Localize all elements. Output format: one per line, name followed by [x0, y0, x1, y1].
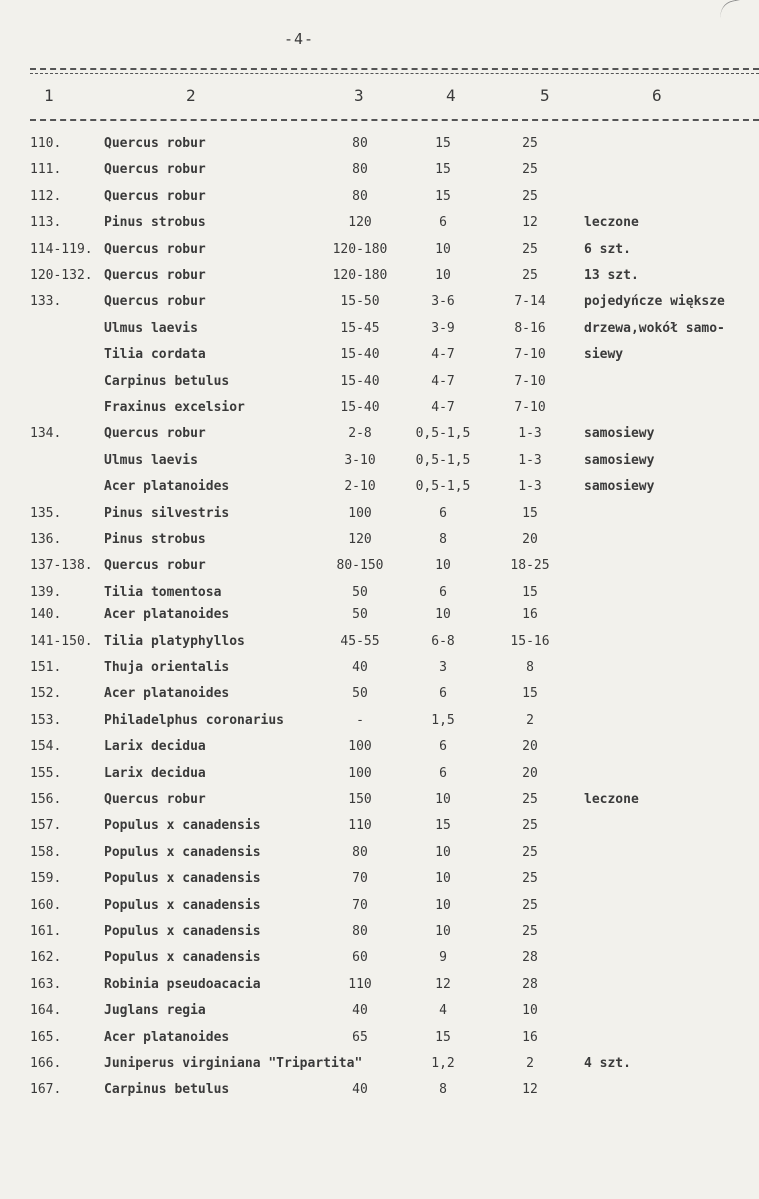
row-number: 110.	[30, 136, 62, 151]
row-number: 162.	[30, 950, 62, 966]
species-name: Quercus robur	[104, 188, 206, 204]
value-col-4: 12	[435, 976, 451, 992]
value-col-3: 40	[352, 660, 368, 675]
row-number: 161.	[30, 924, 62, 939]
value-col-3: 80	[352, 162, 368, 178]
row-number: 140.	[30, 607, 62, 623]
table-row	[0, 977, 759, 1003]
value-col-4: 10	[435, 924, 451, 939]
value-col-4: 4-7	[431, 373, 455, 389]
value-col-4: 0,5-1,5	[415, 426, 471, 442]
table-row	[0, 1030, 759, 1056]
value-col-3: 40	[352, 1003, 368, 1019]
value-col-5: 25	[522, 162, 538, 178]
value-col-5: 7-10	[514, 347, 546, 363]
value-col-3: 70	[352, 897, 368, 913]
value-col-3: 15-40	[340, 373, 380, 389]
table-row	[0, 426, 759, 452]
table-row	[0, 479, 759, 505]
value-col-5: 25	[522, 136, 538, 151]
table-row	[0, 739, 759, 765]
value-col-3: 100	[348, 765, 372, 781]
row-number: 163.	[30, 976, 62, 992]
value-col-3: 2-8	[348, 426, 372, 442]
row-number: 141-150.	[30, 633, 93, 649]
value-col-3: 50	[352, 686, 368, 702]
value-col-3: 80	[352, 924, 368, 939]
value-col-4: 6	[439, 505, 447, 521]
row-number: 164.	[30, 1003, 62, 1019]
species-name: Quercus robur	[104, 268, 206, 283]
value-col-3: 70	[352, 871, 368, 887]
value-col-5: 16	[522, 607, 538, 623]
species-name: Populus x canadensis	[104, 871, 261, 887]
remark: pojedyńcze większe	[584, 294, 725, 310]
species-name: Quercus robur	[104, 241, 206, 257]
row-number: 112.	[30, 188, 62, 204]
header-rule-bottom	[30, 119, 759, 121]
header-rule-top-2	[30, 73, 759, 74]
value-col-4: 10	[435, 241, 451, 257]
remark: drzewa,wokół samo-	[584, 320, 725, 336]
row-number: 155.	[30, 765, 62, 781]
species-name: Populus x canadensis	[104, 924, 261, 939]
table-row	[0, 607, 759, 633]
value-col-5: 8	[526, 660, 534, 675]
row-number: 153.	[30, 712, 62, 728]
value-col-4: 10	[435, 558, 451, 574]
species-name: Tilia platyphyllos	[104, 633, 245, 649]
row-number: 120-132.	[30, 268, 93, 283]
table-row	[0, 506, 759, 532]
value-col-5: 12	[522, 215, 538, 231]
remark: siewy	[584, 347, 624, 363]
value-col-5: 25	[522, 897, 538, 913]
table-row	[0, 400, 759, 426]
value-col-3: 80	[352, 844, 368, 860]
remark: samosiewy	[584, 479, 655, 495]
remark: samosiewy	[584, 452, 655, 468]
value-col-5: 1-3	[518, 426, 542, 442]
species-name: Populus x canadensis	[104, 818, 261, 834]
value-col-5: 16	[522, 1029, 538, 1045]
row-number: 151.	[30, 660, 62, 675]
value-col-5: 12	[522, 1082, 538, 1098]
value-col-5: 25	[522, 924, 538, 939]
species-name: Ulmus laevis	[104, 320, 198, 336]
value-col-4: 8	[439, 532, 447, 547]
value-col-5: 2	[526, 712, 534, 728]
table-row	[0, 792, 759, 818]
species-name: Populus x canadensis	[104, 844, 261, 860]
value-col-5: 1-3	[518, 479, 542, 495]
remark: leczone	[584, 215, 639, 231]
table-row	[0, 660, 759, 686]
value-col-5: 25	[522, 871, 538, 887]
value-col-5: 15-16	[510, 633, 550, 649]
column-header-3: 3	[354, 86, 364, 105]
value-col-3: 100	[348, 739, 372, 755]
table-row	[0, 634, 759, 660]
species-name: Quercus robur	[104, 294, 206, 310]
table-row	[0, 713, 759, 739]
species-name: Juniperus virginiana "Tripartita"	[104, 1056, 363, 1071]
row-number: 160.	[30, 897, 62, 913]
value-col-4: 6	[439, 215, 447, 231]
species-name: Acer platanoides	[104, 686, 230, 702]
value-col-3: 15-50	[340, 294, 380, 310]
value-col-4: 15	[435, 162, 451, 178]
value-col-3: 150	[348, 792, 372, 807]
species-name: Larix decidua	[104, 765, 206, 781]
table-row	[0, 453, 759, 479]
value-col-5: 25	[522, 241, 538, 257]
species-name: Populus x canadensis	[104, 950, 261, 966]
table-row	[0, 162, 759, 188]
value-col-5: 1-3	[518, 452, 542, 468]
table-row	[0, 1056, 759, 1082]
value-col-3: 100	[348, 505, 372, 521]
remark: 6 szt.	[584, 241, 631, 257]
corner-pen-mark	[718, 0, 754, 18]
value-col-4: 6	[439, 765, 447, 781]
species-name: Acer platanoides	[104, 1029, 230, 1045]
table-row	[0, 374, 759, 400]
value-col-5: 10	[522, 1003, 538, 1019]
species-name: Robinia pseudoacacia	[104, 976, 261, 992]
table-row	[0, 294, 759, 320]
species-name: Tilia tomentosa	[104, 584, 222, 600]
value-col-3: 120	[348, 532, 372, 547]
value-col-3: 110	[348, 976, 372, 992]
table-row	[0, 321, 759, 347]
row-number: 157.	[30, 818, 62, 834]
table-row	[0, 871, 759, 897]
species-name: Pinus silvestris	[104, 505, 230, 521]
value-col-4: 15	[435, 1029, 451, 1045]
value-col-3: 15-40	[340, 400, 380, 415]
header-rule-top	[30, 68, 759, 70]
remark: leczone	[584, 792, 639, 807]
value-col-3: 40	[352, 1082, 368, 1098]
value-col-5: 20	[522, 739, 538, 755]
row-number: 166.	[30, 1056, 62, 1071]
value-col-5: 8-16	[514, 320, 546, 336]
species-name: Quercus robur	[104, 136, 206, 151]
value-col-5: 25	[522, 268, 538, 283]
species-name: Pinus strobus	[104, 215, 206, 231]
value-col-3: 3-10	[344, 452, 376, 468]
value-col-4: 4	[439, 1003, 447, 1019]
value-col-4: 10	[435, 607, 451, 623]
value-col-3: 120-180	[332, 241, 388, 257]
value-col-5: 15	[522, 686, 538, 702]
value-col-5: 25	[522, 188, 538, 204]
value-col-5: 25	[522, 844, 538, 860]
value-col-4: 10	[435, 844, 451, 860]
table-row	[0, 215, 759, 241]
species-name: Quercus robur	[104, 792, 206, 807]
value-col-4: 9	[439, 950, 447, 966]
row-number: 114-119.	[30, 241, 93, 257]
value-col-3: 60	[352, 950, 368, 966]
species-name: Acer platanoides	[104, 479, 230, 495]
value-col-4: 10	[435, 268, 451, 283]
value-col-4: 6	[439, 739, 447, 755]
value-col-4: 3	[439, 660, 447, 675]
remark: 4 szt.	[584, 1056, 631, 1071]
row-number: 156.	[30, 792, 62, 807]
species-name: Acer platanoides	[104, 607, 230, 623]
value-col-4: 6	[439, 686, 447, 702]
table-row	[0, 766, 759, 792]
column-header-6: 6	[652, 86, 662, 105]
table-row	[0, 845, 759, 871]
row-number: 137-138.	[30, 558, 93, 574]
value-col-5: 15	[522, 584, 538, 600]
value-col-5: 20	[522, 532, 538, 547]
value-col-4: 8	[439, 1082, 447, 1098]
table-row	[0, 898, 759, 924]
table-row	[0, 558, 759, 584]
species-name: Quercus robur	[104, 162, 206, 178]
column-header-5: 5	[540, 86, 550, 105]
species-name: Quercus robur	[104, 558, 206, 574]
species-name: Ulmus laevis	[104, 452, 198, 468]
species-name: Quercus robur	[104, 426, 206, 442]
column-header-4: 4	[446, 86, 456, 105]
value-col-4: 10	[435, 871, 451, 887]
value-col-3: 45-55	[340, 633, 380, 649]
value-col-5: 20	[522, 765, 538, 781]
value-col-5: 7-10	[514, 400, 546, 415]
value-col-5: 28	[522, 950, 538, 966]
value-col-5: 7-14	[514, 294, 546, 310]
value-col-4: 15	[435, 188, 451, 204]
value-col-5: 28	[522, 976, 538, 992]
value-col-3: 50	[352, 607, 368, 623]
value-col-4: 0,5-1,5	[415, 479, 471, 495]
value-col-3: 2-10	[344, 479, 376, 495]
species-name: Populus x canadensis	[104, 897, 261, 913]
value-col-5: 15	[522, 505, 538, 521]
value-col-4: 15	[435, 136, 451, 151]
value-col-3: 80-150	[336, 558, 384, 574]
table-row	[0, 136, 759, 162]
table-row	[0, 347, 759, 373]
species-name: Carpinus betulus	[104, 1082, 230, 1098]
species-name: Carpinus betulus	[104, 373, 230, 389]
value-col-5: 25	[522, 792, 538, 807]
species-name: Philadelphus coronarius	[104, 712, 285, 728]
table-row	[0, 189, 759, 215]
value-col-4: 6	[439, 584, 447, 600]
row-number: 139.	[30, 584, 62, 600]
value-col-3: 65	[352, 1029, 368, 1045]
value-col-4: 4-7	[431, 400, 455, 415]
value-col-4: 1,2	[431, 1056, 455, 1071]
value-col-3: 120	[348, 215, 372, 231]
table-row	[0, 924, 759, 950]
table-row	[0, 686, 759, 712]
value-col-4: 0,5-1,5	[415, 452, 471, 468]
table-row	[0, 1003, 759, 1029]
value-col-3: 110	[348, 818, 372, 834]
value-col-4: 6-8	[431, 633, 455, 649]
table-row	[0, 818, 759, 844]
table-row	[0, 268, 759, 294]
page-number: -4-	[284, 30, 315, 48]
value-col-4: 10	[435, 792, 451, 807]
column-header-1: 1	[44, 86, 54, 105]
value-col-4: 1,5	[431, 712, 455, 728]
species-name: Thuja orientalis	[104, 660, 230, 675]
value-col-4: 15	[435, 818, 451, 834]
row-number: 136.	[30, 532, 62, 547]
value-col-3: 80	[352, 188, 368, 204]
value-col-3: 15-45	[340, 320, 380, 336]
species-name: Fraxinus excelsior	[104, 400, 245, 415]
row-number: 135.	[30, 505, 62, 521]
species-name: Juglans regia	[104, 1003, 206, 1019]
row-number: 111.	[30, 162, 62, 178]
row-number: 159.	[30, 871, 62, 887]
value-col-3: 80	[352, 136, 368, 151]
species-name: Larix decidua	[104, 739, 206, 755]
value-col-4: 10	[435, 897, 451, 913]
species-name: Pinus strobus	[104, 532, 206, 547]
value-col-4: 3-9	[431, 320, 455, 336]
value-col-3: 50	[352, 584, 368, 600]
value-col-5: 7-10	[514, 373, 546, 389]
remark: samosiewy	[584, 426, 655, 442]
row-number: 154.	[30, 739, 62, 755]
value-col-3: -	[356, 712, 364, 728]
column-header-2: 2	[186, 86, 196, 105]
table-row	[0, 242, 759, 268]
value-col-5: 18-25	[510, 558, 550, 574]
species-name: Tilia cordata	[104, 347, 206, 363]
value-col-3: 15-40	[340, 347, 380, 363]
table-row	[0, 532, 759, 558]
row-number: 152.	[30, 686, 62, 702]
value-col-5: 25	[522, 818, 538, 834]
row-number: 134.	[30, 426, 62, 442]
row-number: 113.	[30, 215, 62, 231]
value-col-5: 2	[526, 1056, 534, 1071]
remark: 13 szt.	[584, 268, 639, 283]
row-number: 165.	[30, 1029, 62, 1045]
row-number: 133.	[30, 294, 62, 310]
value-col-3: 120-180	[332, 268, 388, 283]
table-row	[0, 950, 759, 976]
value-col-4: 3-6	[431, 294, 455, 310]
value-col-4: 4-7	[431, 347, 455, 363]
row-number: 158.	[30, 844, 62, 860]
table-row	[0, 1082, 759, 1108]
row-number: 167.	[30, 1082, 62, 1098]
